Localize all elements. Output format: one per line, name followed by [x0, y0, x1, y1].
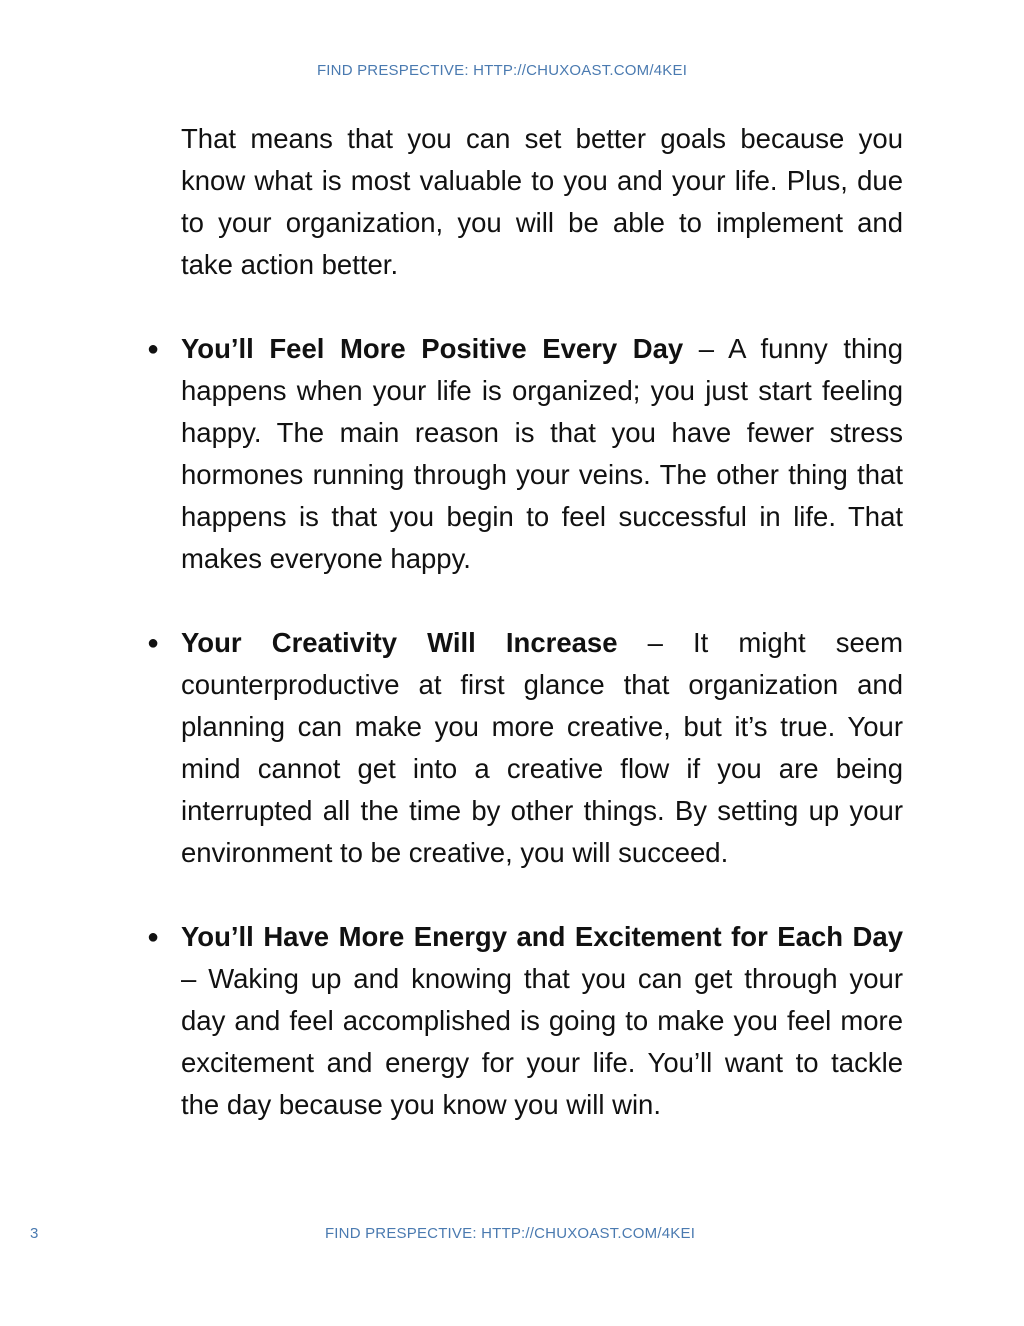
page-footer: FIND PRESPECTIVE: HTTP://CHUXOAST.COM/4KEI: [324, 1225, 696, 1242]
bullet-item-creativity: [147, 622, 903, 874]
bullet-dot-icon: ●: [147, 926, 160, 948]
bullet-dot-icon: ●: [147, 632, 160, 654]
bullet-item-energy: [147, 916, 903, 1126]
bullet-body: – A funny thing happens when your life is organized; you just start feeling happy. The main reason is that you have fewer stress hormones running through your veins. The other thing that happens is that you begin to feel successful in life. That makes everyone happy.: [181, 333, 903, 574]
bullet-item-positive: [147, 328, 903, 580]
bullet-title: Your Creativity Will Increase: [181, 627, 618, 658]
bullet-title: You’ll Have More Energy and Excitement for Each Day: [181, 921, 903, 952]
bullet-body: – Waking up and knowing that you can get through your day and feel accomplished is going to make you feel more excitement and energy for your life. You’ll want to tackle the day because you know you will win.: [181, 963, 903, 1120]
bullet-body: – It might seem counterproductive at first glance that organization and planning can make you more creative, but it’s true. Your mind cannot get into a creative flow if you are being interrupted all the time by other things. By setting up your environment to be creative, you will succeed.: [181, 627, 903, 868]
bullet-title: You’ll Feel More Positive Every Day: [181, 333, 684, 364]
intro-paragraph: That means that you can set better goals because you know what is most valuable to you and your life. Plus, due to your organization, you will be able to implement and take action better.: [181, 123, 903, 280]
bullet-dot-icon: ●: [147, 338, 160, 360]
page-header: FIND PRESPECTIVE: HTTP://CHUXOAST.COM/4KEI: [316, 62, 688, 79]
page-content: [147, 118, 903, 1126]
page-number: 3: [30, 1225, 39, 1242]
